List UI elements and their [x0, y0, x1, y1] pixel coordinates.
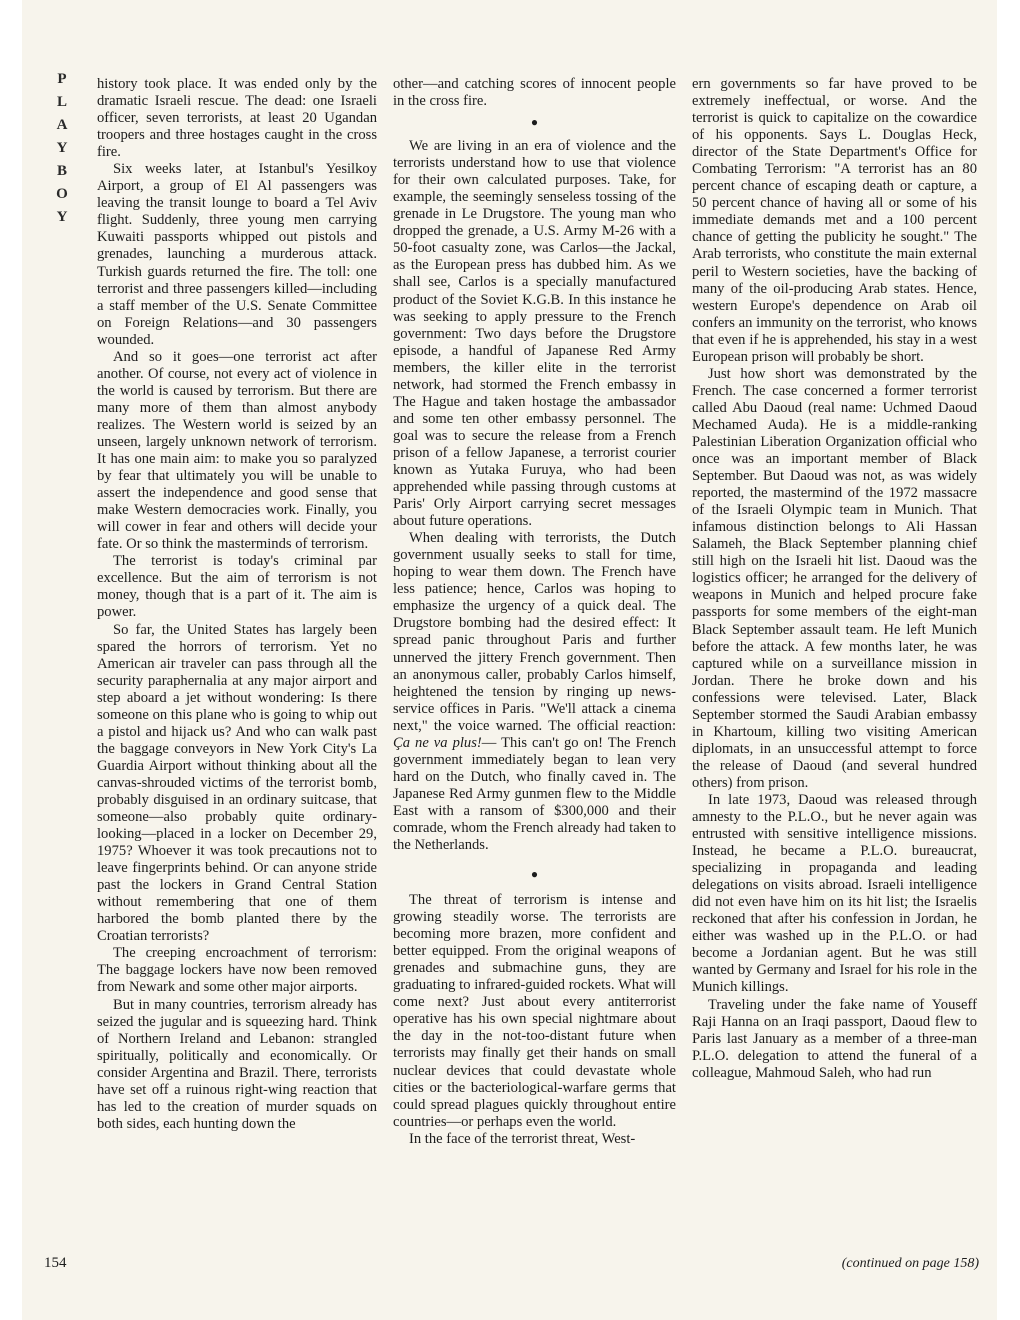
paragraph: other—and catching scores of innocent people in the cross fire.: [393, 76, 676, 110]
magazine-letter: O: [56, 186, 68, 202]
paragraph: We are living in an era of violence and the terrorists understand how to use that violence for their own calculated purposes. Take, for example, the seemingly senseless tossing of the grenade in Le Drugstore. The young man who dropped the grenade, a U.S. Army M-26 with a 50-foot casualty zone, was Carlos—the Jackal, as the European press has dubbed him. As we shall see, Carlos is a specially manufactured product of the Soviet K.G.B. In this instance he was seeking to apply pressure to the French government: Two days before the Drugstore episode, a handful of Japanese Red Army members, the killer elite in the terrorist network, had stormed the French embassy in The Hague and taken hostage the ambassador and some ten other embassy personnel. The goal was to secure the release from a French prison of a fellow Japanese, a terrorist courier known as Yutaka Furuya, who had been apprehended while passing through customs at Paris' Orly Airport carrying secret messages about future operations.: [393, 138, 676, 530]
paragraph: And so it goes—one terrorist act after another. Of course, not every act of violence in the world is caused by terrorism. But there are many more of them than almost anybody realizes. The Western world is seized by an unseen, largely unknown network of terrorism. It has one main aim: to make you so paralyzed by fear that ultimately you will be unable to assert the independence and good sense that make Western democracies work. Finally, you will cower in fear and others will decide your fate. Or so think the masterminds of terrorism.: [97, 348, 377, 553]
paragraph: In the face of the terrorist threat, West-: [409, 1130, 636, 1147]
article-column-3: [692, 76, 977, 1082]
paragraph: So far, the United States has largely been spared the horrors of terrorism. Yet no American air traveler can pass through all the security paraphernalia at any major airport and step aboard a jet without wondering: Is there someone on this plane who is going to whip out a pistol and hijack us? And who can walk past the baggage conveyors in New York City's La Guardia Airport without thinking about all the canvas-shrouded victims of the terrorist bomb, probably disguised in an ordinary suitcase, that someone—also probably quite ordinary-looking—placed in a locker on December 29, 1975? Whoever it was took precautions not to leave fingerprints behind. Or can anyone stride past the lockers in Grand Central Station without remembering that one of them harbored the bomb planted there by the Croatian terrorists?: [97, 621, 377, 945]
magazine-letter: L: [56, 94, 67, 110]
section-break-bullet: ●: [530, 867, 539, 882]
paragraph: Traveling under the fake name of Youseff Raji Hanna on an Iraqi passport, Daoud flew to Paris last January as a member of a three-man P.L.O. delegation to attend the funeral of a colleague, Mahmoud Saleh, who had run: [692, 996, 977, 1081]
paragraph-text: — This can't go on! The French government immediately began to lean very hard on the Dutch, who finally caved in. The Japanese Red Army gunmen flew to the Middle East with a ransom of $300,000 and their comrade, whom the French already had taken to the Netherlands.: [393, 734, 676, 854]
section-break-bullet: ●: [530, 115, 539, 130]
magazine-page: [22, 0, 997, 1320]
magazine-letter: Y: [56, 140, 68, 156]
magazine-letter: A: [56, 117, 68, 133]
paragraph: Six weeks later, at Istanbul's Yesilkoy Airport, a group of El Al passengers was leaving the transit lounge to board a Tel Aviv flight. Suddenly, three young men carrying Kuwaiti passports whipped out pistols and grenades, launching a murderous attack. Turkish guards returned the fire. The toll: one terrorist and three passengers killed—including a staff member of the U.S. Senate Committee on Foreign Relations—and 30 passengers wounded.: [97, 161, 377, 348]
paragraph: But in many countries, terrorism already has seized the jugular and is squeezing hard. Think of Northern Ireland and Lebanon: strangled spiritually, politically and economically. Or consider Argentina and Brazil. There, terrorists have set off a ruinous right-wing reaction that has led to the creation of murder squads on both sides, each hunting down the: [97, 996, 377, 1132]
paragraph: [393, 530, 676, 854]
article-column-2: [393, 76, 676, 1148]
paragraph-text: When dealing with terrorists, the Dutch government usually seeks to stall for time, hoping to wear them down. The French have less patience; hence, Carlos was hoping to emphasize the urgency of a quick deal. The Drugstore bombing had the desired effect: It spread panic throughout Paris and further unnerved the jittery French government. Then an anonymous caller, probably Carlos himself, heightened the tension by ringing up news-service offices in Paris. "We'll attack a cinema next," the voice warned. The official reaction:: [393, 530, 676, 734]
magazine-letter: P: [57, 71, 67, 87]
paragraph: The terrorist is today's criminal par excellence. But the aim of terrorism is not money, though that is a part of it. The aim is power.: [97, 553, 377, 621]
paragraph: The threat of terrorism is intense and growing steadily worse. The terrorists are becoming more brazen, more confident and better equipped. From the original weapons of grenades and submachine guns, they are graduating to infrared-guided rockets. What will come next? Just about every antiterrorist operative has his own special nightmare about the day in the not-too-distant future when terrorists may finally get their hands on small nuclear devices that could devastate whole cities or the bacteriological-warfare germs that could spread plagues quickly throughout entire countries—or perhaps even the world.: [393, 892, 676, 1130]
page-number: 154: [44, 1255, 67, 1271]
paragraph: The creeping encroachment of terrorism: The baggage lockers have now been removed from Newark and some other major airports.: [97, 945, 377, 996]
french-quote: Ça ne va plus!: [393, 734, 482, 751]
paragraph: history took place. It was ended only by the dramatic Israeli rescue. The dead: one Israeli officer, seven terrorists, at least 20 Ugandan troopers and three hostages caught in the cross fire.: [97, 76, 377, 161]
paragraph: In late 1973, Daoud was released through amnesty to the P.L.O., but he never again was entrusted with sensitive intelligence missions. Instead, he became a P.L.O. bureaucrat, specializing in propaganda and leading delegations on visits abroad. Israeli intelligence did not even have him on its hit list; the Israelis reckoned that after his confession in Jordan, he either was washed up in the P.L.O. or had become a Jordanian agent. But he was still wanted by Germany and Israel for his role in the Munich killings.: [692, 791, 977, 996]
magazine-letter: B: [56, 163, 67, 179]
paragraph: Just how short was demonstrated by the French. The case concerned a former terrorist called Abu Daoud (real name: Uchmed Daoud Mechamed Auda). He is a middle-ranking Palestinian Liberation Organization official who once was an important member of Black September. But Daoud was not, as was widely reported, the mastermind of the 1972 massacre of the Israeli Olympic team in Munich. That infamous distinction belongs to Ali Hassan Salameh, the Black September planning chief still high on the Israeli hit list. Daoud was the logistics officer; he arranged for the delivery of weapons in Munich and helped procure fake passports for some members of the eight-man Black September assault team. He left Munich before the attack. A few months later, he was captured while on a surveillance mission in Jordan. There he broke down and his confessions were televised. Later, Black September stormed the Saudi Arabian embassy in Khartoum, killing two visiting American diplomats, in an unsuccessful attempt to force the release of Daoud (and several hundred others) from prison.: [692, 365, 977, 791]
magazine-letter: Y: [56, 209, 68, 225]
paragraph: ern governments so far have proved to be extremely ineffectual, or worse. And the terrorist is quick to capitalize on the cowardice of his opponents. Says L. Douglas Heck, director of the State Department's Office for Combating Terrorism: "A terrorist has an 80 percent chance of escaping death or capture, a 50 percent chance of having all or some of his immediate demands met and a 100 percent chance of getting the publicity he sought." The Arab terrorists, who constitute the main external peril to Western societies, have the backing of many of the oil-producing Arab states. Hence, western Europe's dependence on Arab oil confers an immunity on the terrorist, who knows that even if he is apprehended, his stay in a west European prison will probably be short.: [692, 76, 977, 365]
article-column-1: [97, 76, 377, 1133]
continued-note: (continued on page 158): [841, 1256, 979, 1271]
magazine-name-vertical: [52, 70, 72, 227]
